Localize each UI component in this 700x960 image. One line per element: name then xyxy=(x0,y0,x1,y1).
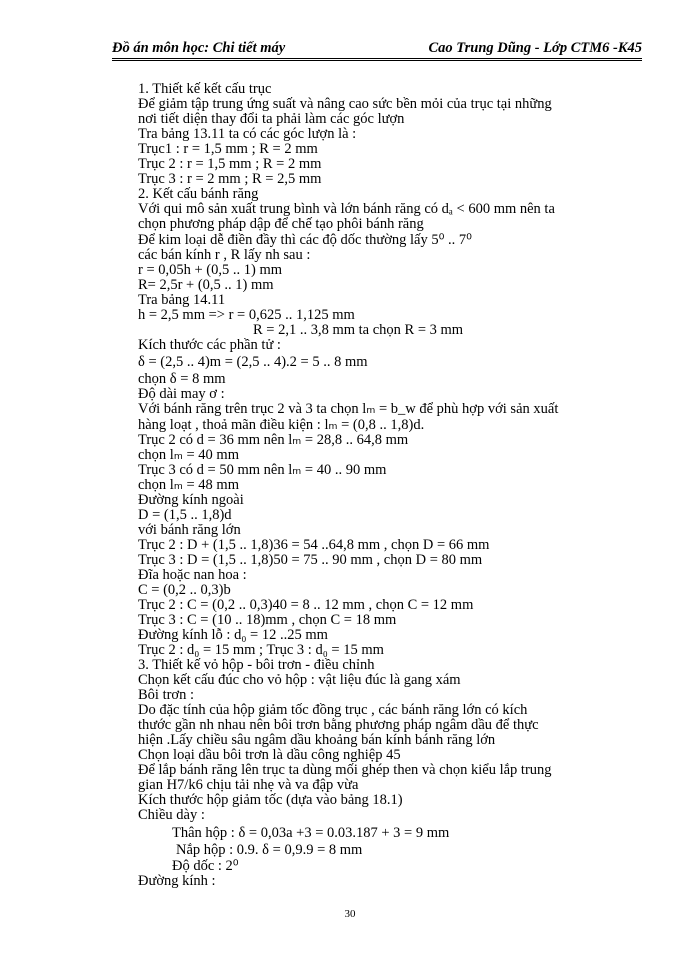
text-line: Bôi trơn : xyxy=(138,687,195,703)
text-line: Trục 3 : D = (1,5 .. 1,8)50 = 75 .. 90 mm , chọn D = 80 mm xyxy=(138,552,483,568)
text-line: Trục 2 : r = 1,5 mm ; R = 2 mm xyxy=(138,156,322,172)
text-line: thước gần nh nhau nên bôi trơn bằng phương pháp ngâm dầu để thực xyxy=(138,717,539,733)
text-line: chọn δ = 8 mm xyxy=(138,371,226,387)
text-line: Trục1 : r = 1,5 mm ; R = 2 mm xyxy=(138,141,318,157)
text-line: 1. Thiết kế kết cấu trục xyxy=(138,81,272,97)
text-line: Với qui mô sản xuất trung bình và lớn bánh răng có dₐ < 600 mm nên ta xyxy=(138,201,555,217)
text-line: h = 2,5 mm => r = 0,625 .. 1,125 mm xyxy=(138,307,355,323)
text-line: Độ dài may ơ : xyxy=(138,386,225,402)
text-line: Đường kính : xyxy=(138,873,216,889)
text-line: Chiều dày : xyxy=(138,807,205,823)
text-line: Với bánh răng trên trục 2 và 3 ta chọn lₘ = b_w để phù hợp với sản xuất xyxy=(138,401,559,417)
text-line: Để lắp bánh răng lên trục ta dùng mối ghép then và chọn kiểu lắp trung xyxy=(138,762,552,778)
text-line: Trục 2 : C = (0,2 .. 0,3)40 = 8 .. 12 mm , chọn C = 12 mm xyxy=(138,597,474,613)
header-left: Đồ án môn học: Chi tiết máy xyxy=(112,40,286,56)
text-line: hiện .Lấy chiều sâu ngâm dầu khoảng bán kính bánh răng lớn xyxy=(138,732,496,748)
text-line: Tra bảng 14.11 xyxy=(138,292,226,308)
text-line: Do đặc tính của hộp giảm tốc đồng trục , các bánh răng lớn có kích xyxy=(138,702,528,718)
text-line: Trục 2 có d = 36 mm nên lₘ = 28,8 .. 64,8 mm xyxy=(138,432,409,448)
page-header xyxy=(112,38,642,60)
page-number: 30 xyxy=(344,908,356,920)
text-line: Trục 3 có d = 50 mm nên lₘ = 40 .. 90 mm xyxy=(138,462,387,478)
text-line: Để giảm tập trung ứng suất và nâng cao sức bền mỏi của trục tại những xyxy=(138,96,552,112)
text-line: Tra bảng 13.11 ta có các góc lượn là : xyxy=(138,126,357,142)
text-line: nơi tiết diện thay đổi ta phải làm các góc lượn xyxy=(138,111,405,127)
header-right: Cao Trung Dũng - Lớp CTM6 -K45 xyxy=(428,40,642,56)
text-line: Trục 2 : D + (1,5 .. 1,8)36 = 54 ..64,8 mm , chọn D = 66 mm xyxy=(138,537,490,553)
text-line: gian H7/k6 chịu tải nhẹ và va đập vừa xyxy=(138,777,359,793)
text-line: δ = (2,5 .. 4)m = (2,5 .. 4).2 = 5 .. 8 mm xyxy=(138,354,368,370)
text-line: Nắp hộp : 0.9. δ = 0,9.9 = 8 mm xyxy=(176,842,363,858)
text-line: Trục 2 : d₀ = 15 mm ; Trục 3 : d₀ = 15 mm xyxy=(138,642,384,658)
text-line: hàng loạt , thoả mãn điều kiện : lₘ = (0,8 .. 1,8)d. xyxy=(138,417,425,433)
text-line: 3. Thiết kế vỏ hộp - bôi trơn - điều chỉnh xyxy=(138,657,375,673)
text-line: Đường kính lỗ : d₀ = 12 ..25 mm xyxy=(138,627,328,643)
text-line: 2. Kết cấu bánh răng xyxy=(138,186,259,202)
text-line: Chọn loại dầu bôi trơn là dầu công nghiệp 45 xyxy=(138,747,401,763)
text-line: C = (0,2 .. 0,3)b xyxy=(138,582,231,598)
text-line: Để kim loại dễ điền đầy thì các độ dốc thường lấy 5⁰ .. 7⁰ xyxy=(138,232,472,248)
text-line: Kích thước hộp giảm tốc (dựa vào bảng 18.1) xyxy=(138,792,403,808)
text-line: R = 2,1 .. 3,8 mm ta chọn R = 3 mm xyxy=(253,322,464,338)
text-line: Trục 3 : r = 2 mm ; R = 2,5 mm xyxy=(138,171,322,187)
text-line: các bán kính r , R lấy nh sau : xyxy=(138,247,311,263)
text-line: r = 0,05h + (0,5 .. 1) mm xyxy=(138,262,283,278)
text-line: Kích thước các phần tử : xyxy=(138,337,281,353)
text-line: Độ dốc : 2⁰ xyxy=(172,858,239,874)
text-line: chọn lₘ = 40 mm xyxy=(138,447,239,463)
text-line: Đĩa hoặc nan hoa : xyxy=(138,567,247,583)
text-line: Trục 3 : C = (10 .. 18)mm , chọn C = 18 mm xyxy=(138,612,397,628)
text-line: chọn phương pháp dập để chế tạo phôi bánh răng xyxy=(138,216,424,232)
text-line: D = (1,5 .. 1,8)d xyxy=(138,507,232,523)
text-line: R= 2,5r + (0,5 .. 1) mm xyxy=(138,277,274,293)
header-rule xyxy=(112,58,642,64)
text-line: chọn lₘ = 48 mm xyxy=(138,477,239,493)
text-line: Chọn kết cấu đúc cho vỏ hộp : vật liệu đúc là gang xám xyxy=(138,672,461,688)
text-line: Đường kính ngoài xyxy=(138,492,244,508)
text-line: Thân hộp : δ = 0,03a +3 = 0.03.187 + 3 = 9 mm xyxy=(172,825,450,841)
text-line: với bánh răng lớn xyxy=(138,522,241,538)
